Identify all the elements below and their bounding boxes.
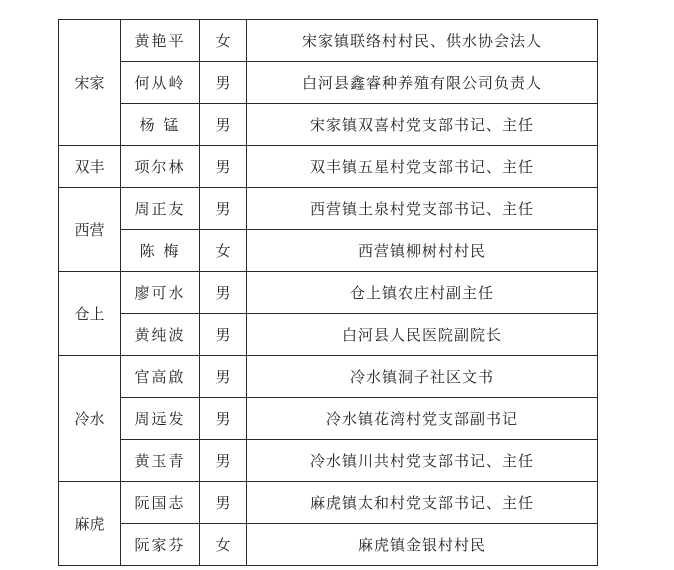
name-cell: 阮家芬 <box>121 524 200 566</box>
title-cell: 仓上镇农庄村副主任 <box>247 272 598 314</box>
title-cell: 白河县鑫睿种养殖有限公司负责人 <box>247 62 598 104</box>
name-cell: 廖可水 <box>121 272 200 314</box>
table-row <box>59 272 598 314</box>
town-cell: 冷水 <box>59 356 121 482</box>
gender-cell: 女 <box>200 230 247 272</box>
gender-cell: 男 <box>200 356 247 398</box>
table-row <box>59 230 598 272</box>
table-row <box>59 104 598 146</box>
name-cell: 阮国志 <box>121 482 200 524</box>
name-cell: 黄纯波 <box>121 314 200 356</box>
table-row <box>59 482 598 524</box>
gender-cell: 男 <box>200 104 247 146</box>
title-cell: 宋家镇联络村村民、供水协会法人 <box>247 20 598 62</box>
table-row <box>59 440 598 482</box>
name-cell: 黄玉青 <box>121 440 200 482</box>
town-cell: 双丰 <box>59 146 121 188</box>
name-cell: 官高啟 <box>121 356 200 398</box>
gender-cell: 女 <box>200 524 247 566</box>
title-cell: 冷水镇川共村党支部书记、主任 <box>247 440 598 482</box>
title-cell: 双丰镇五星村党支部书记、主任 <box>247 146 598 188</box>
title-cell: 麻虎镇金银村村民 <box>247 524 598 566</box>
town-cell: 西营 <box>59 188 121 272</box>
title-cell: 西营镇土泉村党支部书记、主任 <box>247 188 598 230</box>
title-cell: 冷水镇花湾村党支部副书记 <box>247 398 598 440</box>
roster-table <box>58 19 598 566</box>
name-cell: 何从岭 <box>121 62 200 104</box>
table-row <box>59 356 598 398</box>
title-cell: 西营镇柳树村村民 <box>247 230 598 272</box>
gender-cell: 男 <box>200 482 247 524</box>
town-cell: 麻虎 <box>59 482 121 566</box>
name-cell: 黄艳平 <box>121 20 200 62</box>
gender-cell: 男 <box>200 146 247 188</box>
gender-cell: 女 <box>200 20 247 62</box>
table-row <box>59 146 598 188</box>
table-row <box>59 20 598 62</box>
roster-table-body <box>59 20 598 566</box>
title-cell: 白河县人民医院副院长 <box>247 314 598 356</box>
gender-cell: 男 <box>200 62 247 104</box>
town-cell: 仓上 <box>59 272 121 356</box>
gender-cell: 男 <box>200 398 247 440</box>
name-cell: 周远发 <box>121 398 200 440</box>
town-cell: 宋家 <box>59 20 121 146</box>
gender-cell: 男 <box>200 314 247 356</box>
name-cell: 陈 梅 <box>121 230 200 272</box>
title-cell: 麻虎镇太和村党支部书记、主任 <box>247 482 598 524</box>
table-row <box>59 524 598 566</box>
table-row <box>59 314 598 356</box>
name-cell: 周正友 <box>121 188 200 230</box>
title-cell: 冷水镇洞子社区文书 <box>247 356 598 398</box>
name-cell: 杨 锰 <box>121 104 200 146</box>
gender-cell: 男 <box>200 272 247 314</box>
title-cell: 宋家镇双喜村党支部书记、主任 <box>247 104 598 146</box>
gender-cell: 男 <box>200 440 247 482</box>
name-cell: 项尔林 <box>121 146 200 188</box>
gender-cell: 男 <box>200 188 247 230</box>
table-row <box>59 188 598 230</box>
table-row <box>59 62 598 104</box>
table-row <box>59 398 598 440</box>
